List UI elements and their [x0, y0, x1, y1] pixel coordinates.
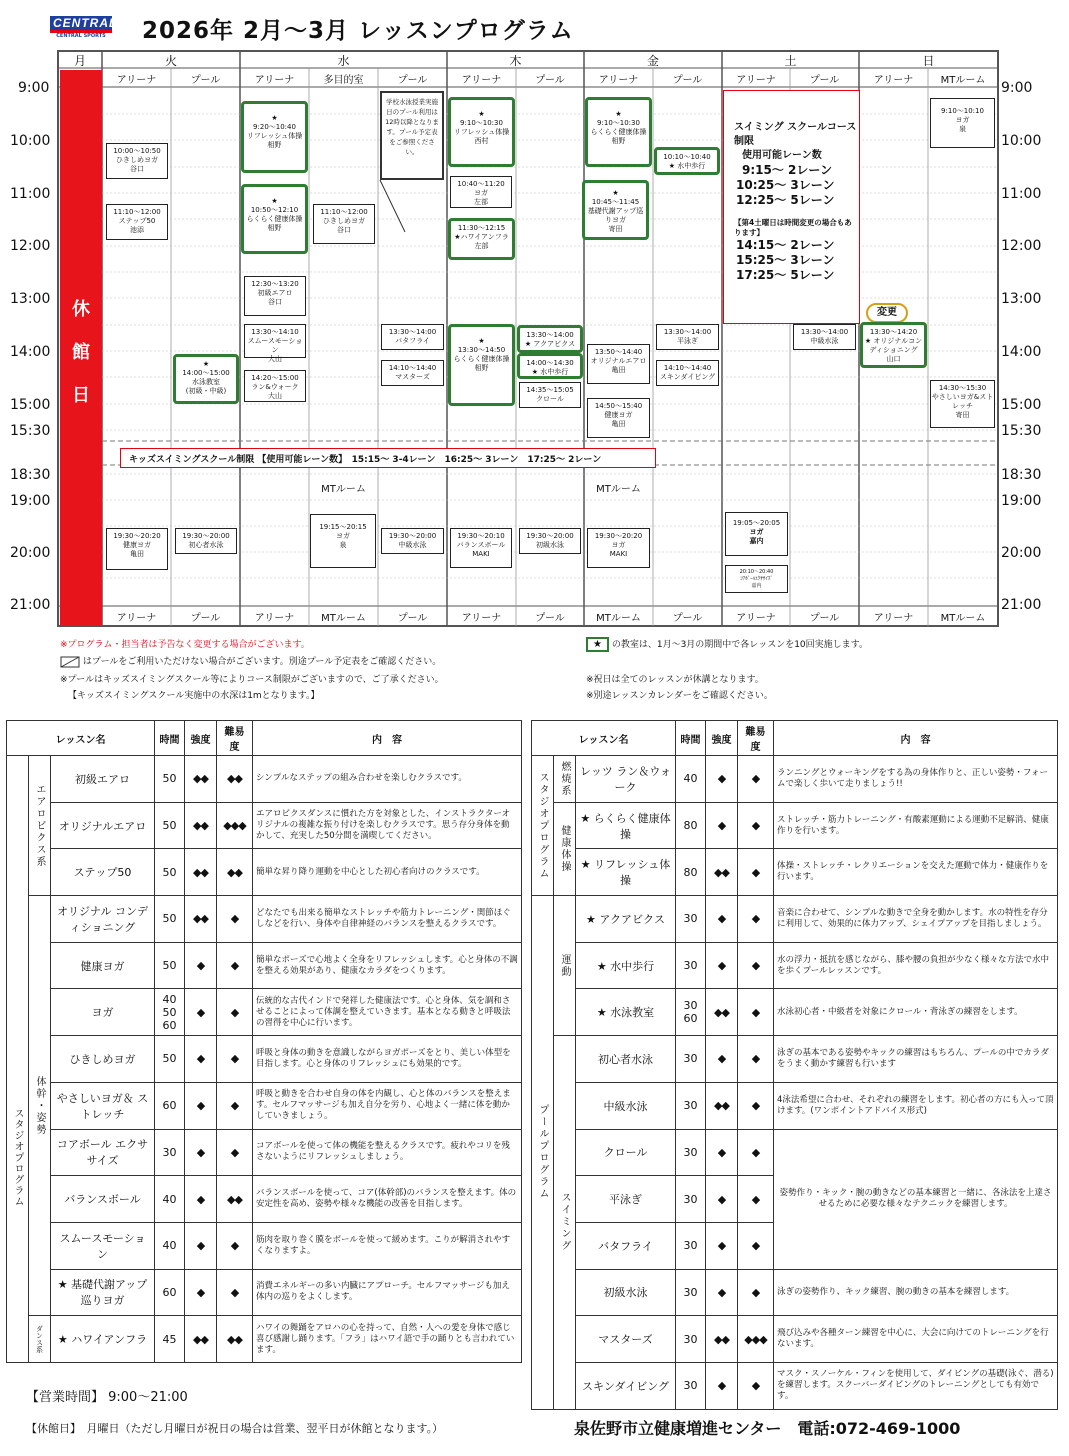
lesson-description: ランニングとウォーキングをする為の身体作りと、正しい姿勢・フォームで楽しく歩いて走りましょう!! — [774, 756, 1058, 803]
time-label: 12:00 — [10, 238, 51, 254]
difficulty-rating: ◆◆ — [217, 756, 253, 803]
lesson-name: オリジナルエアロ — [51, 802, 155, 849]
lesson-duration: 40 — [676, 756, 706, 803]
venue-footer: プール — [397, 613, 428, 624]
lesson-name: ★ 水中歩行 — [576, 942, 676, 989]
lesson-description: 体操・ストレッチ・レクリエーションを交えた運動で体力・健康作りを行います。 — [774, 849, 1058, 896]
venue-header: アリーナ — [116, 75, 157, 86]
intensity-rating: ◆ — [185, 942, 217, 989]
time-label: 14:00 — [10, 344, 51, 360]
table-row — [7, 1176, 522, 1223]
closed-days-note: 【休館日】 月曜日（ただし月曜日が祝日の場合は営業、翌平日が休館となります。） — [26, 1422, 444, 1435]
day-header-sun: 日 — [922, 54, 935, 68]
day-header-fri: 金 — [646, 54, 659, 68]
difficulty-rating: ◆◆ — [217, 1316, 253, 1363]
difficulty-rating: ◆ — [217, 1222, 253, 1269]
difficulty-rating: ◆ — [738, 989, 774, 1036]
note: ※プールはキッズスイミングスクール等によりコース制限がございますので、ご了承ください。 — [60, 675, 444, 685]
lesson-duration: 40 — [155, 1222, 185, 1269]
time-label: 11:00 — [10, 186, 51, 202]
lesson-description: シンプルなステップの組み合わせを楽しむクラスです。 — [253, 756, 522, 803]
table-row — [532, 756, 1058, 803]
table-row — [532, 989, 1058, 1036]
venue-footer: アリーナ — [873, 613, 914, 624]
lesson-name: バランスボール — [51, 1176, 155, 1223]
school-swim-note: 学校水泳授業実施日のプール利用は12時以降となります。プール予定表をご参照ください。 — [380, 91, 444, 180]
lesson-name: ステップ50 — [51, 849, 155, 896]
col-header: 内 容 — [253, 721, 522, 756]
lesson-duration: 30 — [676, 1176, 706, 1223]
note: ※別途レッスンカレンダーをご確認ください。 — [586, 691, 773, 701]
lesson-description: 泳ぎの基本である姿勢やキックの練習はもちろん、プールの中でカラダをうまく動かす練習も行います — [774, 1036, 1058, 1083]
category-label: 健康体操 — [554, 802, 576, 895]
lesson-block[interactable]: 19:30～20:10 バランスボール MAKI — [450, 528, 512, 568]
intensity-rating: ◆ — [185, 1176, 217, 1223]
difficulty-rating: ◆ — [738, 1036, 774, 1083]
time-label: 19:00 — [10, 493, 51, 509]
lesson-description: 水泳初心者・中級者を対象にクロール・背泳ぎの練習をします。 — [774, 989, 1058, 1036]
lesson-name: レッツ ラン＆ウォーク — [576, 756, 676, 803]
closed-char: 日 — [72, 385, 90, 406]
lesson-block[interactable]: ★ 10:45～11:45 基礎代謝アップ巡りヨガ 寄田 — [582, 180, 649, 240]
intensity-rating: ◆◆ — [185, 896, 217, 943]
table-row — [7, 849, 522, 896]
table-row — [532, 1269, 1058, 1316]
intensity-rating: ◆ — [185, 989, 217, 1036]
time-label: 10:00 — [10, 133, 51, 149]
intensity-rating: ◆◆ — [706, 989, 738, 1036]
venue-footer: MTルーム — [321, 613, 366, 624]
venue-footer: プール — [672, 613, 703, 624]
category-label: ダンス系 — [29, 1316, 51, 1363]
venue-header: アリーナ — [873, 75, 914, 86]
lesson-duration: 50 — [155, 896, 185, 943]
intensity-rating: ◆◆ — [706, 849, 738, 896]
lesson-block[interactable]: 13:30～14:20 ★ オリジナルコンディショニング 山口 — [860, 322, 927, 368]
intensity-rating: ◆◆ — [706, 1316, 738, 1363]
lesson-duration: 30 — [676, 1362, 706, 1409]
venue-header: プール — [190, 75, 221, 86]
time-label: 20:00 — [10, 545, 51, 561]
lesson-block[interactable]: ★ 9:10～10:30 リフレッシュ体操 西村 — [448, 97, 515, 167]
lesson-description: ハワイの舞踊をアロハの心を持って、自然・人への愛を身体で感じ喜び感謝し踊ります。「フラ」はハワイ語で手の踊りとも言われています。 — [253, 1316, 522, 1363]
col-header: 難易度 — [217, 721, 253, 756]
lesson-name: ★ らくらく健康体操 — [576, 802, 676, 849]
difficulty-rating: ◆ — [217, 942, 253, 989]
logo: CENTRAL CENTRAL SPORTS — [50, 16, 112, 40]
lesson-description: 飛び込みや各種ターン練習を中心に、大会に向けてのトレーニングを行ないます。 — [774, 1316, 1058, 1363]
lesson-block[interactable]: 10:10～10:40 ★ 水中歩行 — [654, 147, 720, 175]
time-label: 15:00 — [10, 397, 51, 413]
intensity-rating: ◆◆ — [185, 802, 217, 849]
lesson-block[interactable]: 11:10～12:00 ひきしめヨガ 谷口 — [313, 204, 375, 244]
lesson-block[interactable]: ★ 13:30～14:50 らくらく健康体操 相野 — [448, 324, 515, 406]
lesson-duration: 60 — [155, 1269, 185, 1316]
lesson-name: マスターズ — [576, 1316, 676, 1363]
venue-footer: プール — [190, 613, 221, 624]
lesson-block[interactable]: ★ 10:50～12:10 らくらく健康体操 相野 — [241, 184, 308, 254]
lesson-name: ★ アクアビクス — [576, 896, 676, 943]
intensity-rating: ◆◆ — [185, 1316, 217, 1363]
lesson-duration: 50 — [155, 756, 185, 803]
lesson-block[interactable]: 19:15～20:15 ヨガ 泉 — [310, 514, 376, 568]
lesson-block[interactable]: 19:05～20:05 ヨガ 嘉内 — [725, 512, 788, 556]
lesson-block[interactable]: 13:30～14:10 スムースモーション 大山 — [244, 324, 306, 358]
time-label: 9:00 — [18, 80, 50, 96]
lesson-description: バランスボールを使って、コア(体幹部)のバランスを整えます。体の安定性を高め、姿勢や様々な機能の改善を目指します。 — [253, 1176, 522, 1223]
lesson-block[interactable]: 19:30～20:00 初級水泳 — [519, 528, 581, 554]
difficulty-rating: ◆ — [217, 1269, 253, 1316]
difficulty-rating: ◆◆ — [217, 849, 253, 896]
difficulty-rating: ◆◆ — [217, 1176, 253, 1223]
lesson-block[interactable]: 14:50～15:40 健康ヨガ 亀田 — [587, 398, 650, 438]
lesson-duration: 30 — [676, 896, 706, 943]
lesson-name: 健康ヨガ — [51, 942, 155, 989]
hatch-icon — [60, 656, 80, 668]
lesson-block[interactable]: 11:30～12:15 ★ハワイアンフラ 左部 — [448, 218, 515, 260]
venue-header: アリーナ — [461, 75, 502, 86]
room-label: MTルーム — [596, 484, 641, 495]
col-header: レッスン名 — [532, 721, 676, 756]
day-header-thu: 木 — [509, 54, 522, 68]
venue-header: MTルーム — [940, 75, 986, 86]
difficulty-rating: ◆ — [738, 802, 774, 849]
lesson-block[interactable]: 9:10～10:10 ヨガ 泉 — [930, 98, 995, 148]
closed-char: 館 — [72, 342, 90, 363]
lesson-name: オリジナル コンディショニング — [51, 896, 155, 943]
lesson-duration: 80 — [676, 802, 706, 849]
table-row — [7, 1129, 522, 1176]
intensity-rating: ◆◆ — [185, 756, 217, 803]
category-label: スタジオプログラム — [532, 756, 554, 896]
lesson-name: 初級水泳 — [576, 1269, 676, 1316]
lesson-name: 平泳ぎ — [576, 1176, 676, 1223]
difficulty-rating: ◆ — [738, 1176, 774, 1223]
category-label: エアロビクス系 — [29, 756, 51, 896]
difficulty-rating: ◆ — [738, 1222, 774, 1269]
intensity-rating: ◆ — [185, 1269, 217, 1316]
day-header-sat: 土 — [784, 54, 797, 68]
lesson-block[interactable]: ★ 14:00～15:00 水泳教室 (初級・中級) — [173, 354, 239, 404]
lesson-name: ★ 水泳教室 — [576, 989, 676, 1036]
lesson-name: 初級エアロ — [51, 756, 155, 803]
difficulty-rating: ◆ — [217, 1082, 253, 1129]
lesson-description: 呼吸と身体の動きを意識しながらヨガポーズをとり、美しい体型を目指します。心と身体のリフレッシュにも効果的です。 — [253, 1036, 522, 1083]
closed-char: 休 — [72, 299, 90, 320]
time-label: 15:30 — [10, 423, 51, 439]
lesson-duration: 40 — [155, 1176, 185, 1223]
change-badge: 変更 — [866, 303, 908, 323]
lesson-block[interactable]: 19:30～20:00 中級水泳 — [381, 528, 444, 554]
difficulty-rating: ◆ — [738, 756, 774, 803]
table-row — [7, 896, 522, 943]
col-header: 強度 — [706, 721, 738, 756]
table-row — [532, 942, 1058, 989]
difficulty-rating: ◆ — [738, 1362, 774, 1409]
venue-header: アリーナ — [736, 75, 776, 86]
table-row — [532, 1036, 1058, 1083]
closed-day-bar — [60, 70, 102, 625]
venue-header: 多目的室 — [323, 75, 364, 86]
lesson-description: マスク・スノーケル・フィンを使用して、ダイビングの基礎(泳ぐ、潜る)を練習します。スクーバーダイビングのトレーニングとしても有効です。 — [774, 1362, 1058, 1409]
difficulty-rating: ◆ — [738, 849, 774, 896]
lesson-duration: 50 — [155, 849, 185, 896]
lesson-description: 消費エネルギーの多い内臓にアプローチ。セルフマッサージも加え体内の巡りをよくします。 — [253, 1269, 522, 1316]
lesson-duration: 30 — [676, 1269, 706, 1316]
intensity-rating: ◆ — [706, 802, 738, 849]
category-label: プールプログラム — [532, 896, 554, 1410]
difficulty-rating: ◆ — [738, 896, 774, 943]
day-header-mon: 月 — [73, 54, 86, 68]
lesson-name: ★ リフレッシュ体操 — [576, 849, 676, 896]
note: 【キッズスイミングスクール実施中の水深は1mとなります。】 — [68, 691, 320, 701]
lesson-block[interactable]: 14:35～15:05 クロール — [519, 382, 581, 408]
time-label: 13:00 — [10, 291, 51, 307]
lesson-block[interactable]: 13:30～14:00 ★ アクアビクス — [517, 325, 583, 353]
lesson-duration: 30 — [676, 1129, 706, 1176]
time-label: 10:00 — [1001, 133, 1042, 149]
lesson-duration: 30 60 — [676, 989, 706, 1036]
venue-header: プール — [672, 75, 703, 86]
table-row — [532, 1362, 1058, 1409]
lesson-description: 簡単な昇り降り運動を中心とした初心者向けのクラスです。 — [253, 849, 522, 896]
lesson-description: 呼吸と動きを合わせ自身の体を内観し、心と体のバランスを整えます。セルフマッサージも加え自分を労り、心地よく一緒に体を動かしていきましょう。 — [253, 1082, 522, 1129]
lesson-block[interactable]: 13:30～14:00 中級水泳 — [793, 324, 856, 350]
lesson-description: どなたでも出来る簡単なストレッチや筋力トレーニング・関節ほぐしなどを行い、身体や自律神経のバランスを整えるクラスです。 — [253, 896, 522, 943]
lesson-block[interactable]: 19:30～20:00 初心者水泳 — [175, 528, 237, 554]
day-header-wed: 水 — [337, 54, 350, 68]
lesson-block[interactable]: 14:10～14:40 スキンダイビング — [656, 360, 719, 386]
venue-footer: アリーナ — [254, 613, 295, 624]
difficulty-rating: ◆ — [217, 989, 253, 1036]
category-label: 体幹・姿勢 — [29, 896, 51, 1316]
table-row — [7, 942, 522, 989]
intensity-rating: ◆ — [185, 1222, 217, 1269]
lesson-duration: 30 — [155, 1129, 185, 1176]
intensity-rating: ◆ — [185, 1082, 217, 1129]
time-label: 21:00 — [10, 597, 51, 613]
venue-header: プール — [809, 75, 840, 86]
lesson-block[interactable]: ★ 9:20～10:40 リフレッシュ体操 相野 — [241, 101, 308, 173]
lesson-description: ストレッチ・筋力トレーニング・有酸素運動による運動不足解消、健康作りを行います。 — [774, 802, 1058, 849]
difficulty-rating: ◆ — [217, 896, 253, 943]
lesson-block[interactable]: ★ 9:10～10:30 らくらく健康体操 相野 — [585, 97, 652, 167]
intensity-rating: ◆ — [706, 1269, 738, 1316]
table-row — [7, 1316, 522, 1363]
intensity-rating: ◆ — [706, 1129, 738, 1176]
lesson-duration: 50 — [155, 1036, 185, 1083]
intensity-rating: ◆ — [706, 1036, 738, 1083]
lesson-description: 筋肉を取り巻く膜をボールを使って緩めます。こりが解消されやすくなりますよ。 — [253, 1222, 522, 1269]
day-header-tue: 火 — [164, 54, 177, 68]
lesson-block[interactable]: 13:30～14:00 バタフライ — [381, 324, 444, 350]
kids-swim-limit-bar: キッズスイミングスクール制限 【使用可能レーン数】 15:15～ 3-4レーン 16:25～ 3レーン 17:25～ 2レーン — [120, 448, 656, 468]
time-label: 20:00 — [1001, 545, 1042, 561]
lesson-duration: 40 50 60 — [155, 989, 185, 1036]
venue-header: プール — [397, 75, 428, 86]
note: ※プログラム・担当者は予告なく変更する場合がございます。 — [60, 640, 310, 650]
intensity-rating: ◆ — [706, 896, 738, 943]
note: はプールをご利用いただけない場合がございます。別途プール予定表をご確認ください。 — [60, 654, 441, 668]
lesson-block[interactable]: 13:50～14:40 オリジナルエアロ 亀田 — [587, 344, 650, 384]
note: ※祝日は全てのレッスンが休講となります。 — [586, 675, 764, 685]
difficulty-rating: ◆◆◆ — [738, 1316, 774, 1363]
table-row — [7, 1269, 522, 1316]
lesson-description: 簡単なポーズで心地よく全身をリフレッシュします。心と身体の不調を整える効果があり、健康なカラダをつくります。 — [253, 942, 522, 989]
room-label: MTルーム — [321, 484, 366, 495]
venue-footer: プール — [809, 613, 840, 624]
lesson-description: コアボールを使って体の機能を整えるクラスです。疲れやコリを残さないようにリフレッシュしましょう。 — [253, 1129, 522, 1176]
difficulty-rating: ◆ — [738, 1269, 774, 1316]
lesson-block[interactable]: 11:10～12:00 ステップ50 池添 — [106, 204, 168, 240]
venue-footer: アリーナ — [116, 613, 157, 624]
time-label: 18:30 — [10, 467, 51, 483]
table-row — [7, 802, 522, 849]
venue-header: アリーナ — [254, 75, 295, 86]
table-row — [532, 1316, 1058, 1363]
time-label: 9:00 — [1001, 80, 1033, 96]
lesson-name: バタフライ — [576, 1222, 676, 1269]
lesson-name: 初心者水泳 — [576, 1036, 676, 1083]
lesson-name: クロール — [576, 1129, 676, 1176]
venue-footer: MTルーム — [596, 613, 641, 624]
lesson-description: 伝統的な古代インドで発祥した健康法です。心と身体、気を調和させることによって体調を整えていきます。基本となる動きと呼吸法の習得を中心に行います。 — [253, 989, 522, 1036]
intensity-rating: ◆ — [706, 756, 738, 803]
lesson-name: スキンダイビング — [576, 1362, 676, 1409]
lesson-duration: 80 — [676, 849, 706, 896]
lesson-description: 4泳法希望に合わせ、それぞれの練習をします。初心者の方にも入って頂けます。(ワンポイントアドバイス形式) — [774, 1082, 1058, 1129]
col-header: 難易度 — [738, 721, 774, 756]
lesson-name: ★ 基礎代謝アップ 巡りヨガ — [51, 1269, 155, 1316]
time-label: 15:30 — [1001, 423, 1042, 439]
col-header: 時間 — [676, 721, 706, 756]
venue-footer: MTルーム — [940, 613, 986, 624]
table-row — [532, 849, 1058, 896]
time-label: 19:00 — [1001, 493, 1042, 509]
time-label: 13:00 — [1001, 291, 1042, 307]
lesson-block[interactable]: 19:30～20:20 ヨガ MAKI — [587, 528, 650, 568]
lesson-block[interactable]: 14:20～15:00 ラン&ウォーク 大山 — [244, 370, 306, 402]
star-icon: ★ — [586, 637, 609, 652]
lesson-block[interactable]: 14:00～14:30 ★ 水中歩行 — [517, 353, 583, 379]
table-row — [532, 1082, 1058, 1129]
lesson-block[interactable]: 12:30～13:20 初級エアロ 谷口 — [244, 276, 306, 316]
difficulty-rating: ◆ — [217, 1129, 253, 1176]
intensity-rating: ◆ — [185, 1036, 217, 1083]
intensity-rating: ◆ — [706, 942, 738, 989]
venue-header: アリーナ — [598, 75, 639, 86]
lesson-name: コアボール エクササイズ — [51, 1129, 155, 1176]
lesson-duration: 30 — [676, 942, 706, 989]
category-label: 運動 — [554, 896, 576, 1036]
lesson-duration: 30 — [676, 1082, 706, 1129]
category-label: スイミング — [554, 1036, 576, 1410]
col-header: 強度 — [185, 721, 217, 756]
lesson-name: スムースモーション — [51, 1222, 155, 1269]
lesson-description-table-right — [531, 720, 1058, 1410]
lesson-block[interactable]: 14:30～15:30 やさしいヨガ&ストレッチ 寄田 — [930, 380, 995, 428]
time-label: 14:00 — [1001, 344, 1042, 360]
venue-footer: アリーナ — [461, 613, 502, 624]
lesson-description: 水の浮力・抵抗を感じながら、膝や腰の負担が少なく様々な方法で水中を歩くプールレッスンです。 — [774, 942, 1058, 989]
intensity-rating: ◆ — [706, 1176, 738, 1223]
page-title: 2026年 2月～3月 レッスンプログラム — [142, 18, 574, 44]
lesson-name: ★ ハワイアンフラ — [51, 1316, 155, 1363]
lesson-block[interactable]: 19:30～20:20 健康ヨガ 亀田 — [106, 528, 168, 570]
lesson-block[interactable]: 14:10～14:40 マスターズ — [381, 360, 444, 386]
lesson-block[interactable]: 10:00～10:50 ひきしめヨガ 谷口 — [106, 143, 168, 179]
lesson-description: エアロビクスダンスに慣れた方を対象とした、インストラクターオリジナルの複雑な振り付けを楽しむクラスです。思う存分身体を動かして、充実した50分間を満喫してください。 — [253, 802, 522, 849]
lesson-description: 音楽に合わせて、シンプルな動きで全身を動かします。水の特性を存分に利用して、効果的に体力アップ、シェイプアップを目指しましょう。 — [774, 896, 1058, 943]
intensity-rating: ◆ — [706, 1362, 738, 1409]
col-header: 時間 — [155, 721, 185, 756]
difficulty-rating: ◆ — [738, 942, 774, 989]
lesson-description: 姿勢作り・キック・腕の動きなどの基本練習と一緒に、各泳法を上達させるために必要な様々なテクニックを練習します。 — [774, 1129, 1058, 1269]
time-label: 12:00 — [1001, 238, 1042, 254]
time-label: 15:00 — [1001, 397, 1042, 413]
lesson-duration: 50 — [155, 802, 185, 849]
table-row — [7, 1036, 522, 1083]
table-row — [7, 1082, 522, 1129]
lesson-duration: 50 — [155, 942, 185, 989]
lesson-description-table-left — [6, 720, 522, 1363]
venue-header: プール — [535, 75, 565, 86]
intensity-rating: ◆◆ — [185, 849, 217, 896]
lesson-name: やさしいヨガ＆ ストレッチ — [51, 1082, 155, 1129]
difficulty-rating: ◆ — [738, 1082, 774, 1129]
difficulty-rating: ◆ — [217, 1036, 253, 1083]
category-label: スタジオプログラム — [7, 756, 29, 1363]
time-label: 18:30 — [1001, 467, 1042, 483]
lesson-name: ヨガ — [51, 989, 155, 1036]
lesson-duration: 30 — [676, 1036, 706, 1083]
note: ★ の教室は、1月～3月の期間中で各レッスンを10回実施します。 — [586, 637, 868, 652]
table-row — [7, 756, 522, 803]
difficulty-rating: ◆◆◆ — [217, 802, 253, 849]
lesson-name: ひきしめヨガ — [51, 1036, 155, 1083]
intensity-rating: ◆ — [185, 1129, 217, 1176]
venue-footer: アリーナ — [736, 613, 776, 624]
table-row — [532, 802, 1058, 849]
table-row — [532, 896, 1058, 943]
lesson-block[interactable]: 13:30～14:00 平泳ぎ — [656, 324, 719, 350]
col-header: レッスン名 — [7, 721, 155, 756]
intensity-rating: ◆◆ — [706, 1082, 738, 1129]
difficulty-rating: ◆ — [738, 1129, 774, 1176]
venue-footer: プール — [535, 613, 565, 624]
col-header: 内 容 — [774, 721, 1058, 756]
center-contact: 泉佐野市立健康増進センター 電話:072-469-1000 — [574, 1419, 961, 1438]
lesson-block[interactable]: 10:40～11:20 ヨガ 左部 — [450, 176, 512, 208]
lesson-duration: 30 — [676, 1222, 706, 1269]
lesson-description: 泳ぎの姿勢作り、キック練習、腕の動きの基本を練習します。 — [774, 1269, 1058, 1316]
time-label: 11:00 — [1001, 186, 1042, 202]
intensity-rating: ◆ — [706, 1222, 738, 1269]
lesson-name: 中級水泳 — [576, 1082, 676, 1129]
lesson-block[interactable]: 20:10～20:40 ｺｱﾎﾞｰﾙｴｸｻｻｲｽﾞ 嘉内 — [725, 565, 788, 593]
lesson-duration: 45 — [155, 1316, 185, 1363]
table-row — [7, 1222, 522, 1269]
time-label: 21:00 — [1001, 597, 1042, 613]
lesson-duration: 30 — [676, 1316, 706, 1363]
category-label: 燃焼系 — [554, 756, 576, 803]
table-row — [532, 1129, 1058, 1176]
business-hours: 【営業時間】 9:00～21:00 — [26, 1390, 188, 1405]
table-row — [7, 989, 522, 1036]
lesson-duration: 60 — [155, 1082, 185, 1129]
swim-school-limit-box: スイミング スクールコース 制限 使用可能レーン数 9:15～ 2レーン 10:25～ 3レーン 12:25～ 5レーン 【第4土曜日は時間変更の場合もあります】 14:15～ 2レーン 15:25～ 3レーン 17:25～ 5レーン — [723, 90, 860, 324]
